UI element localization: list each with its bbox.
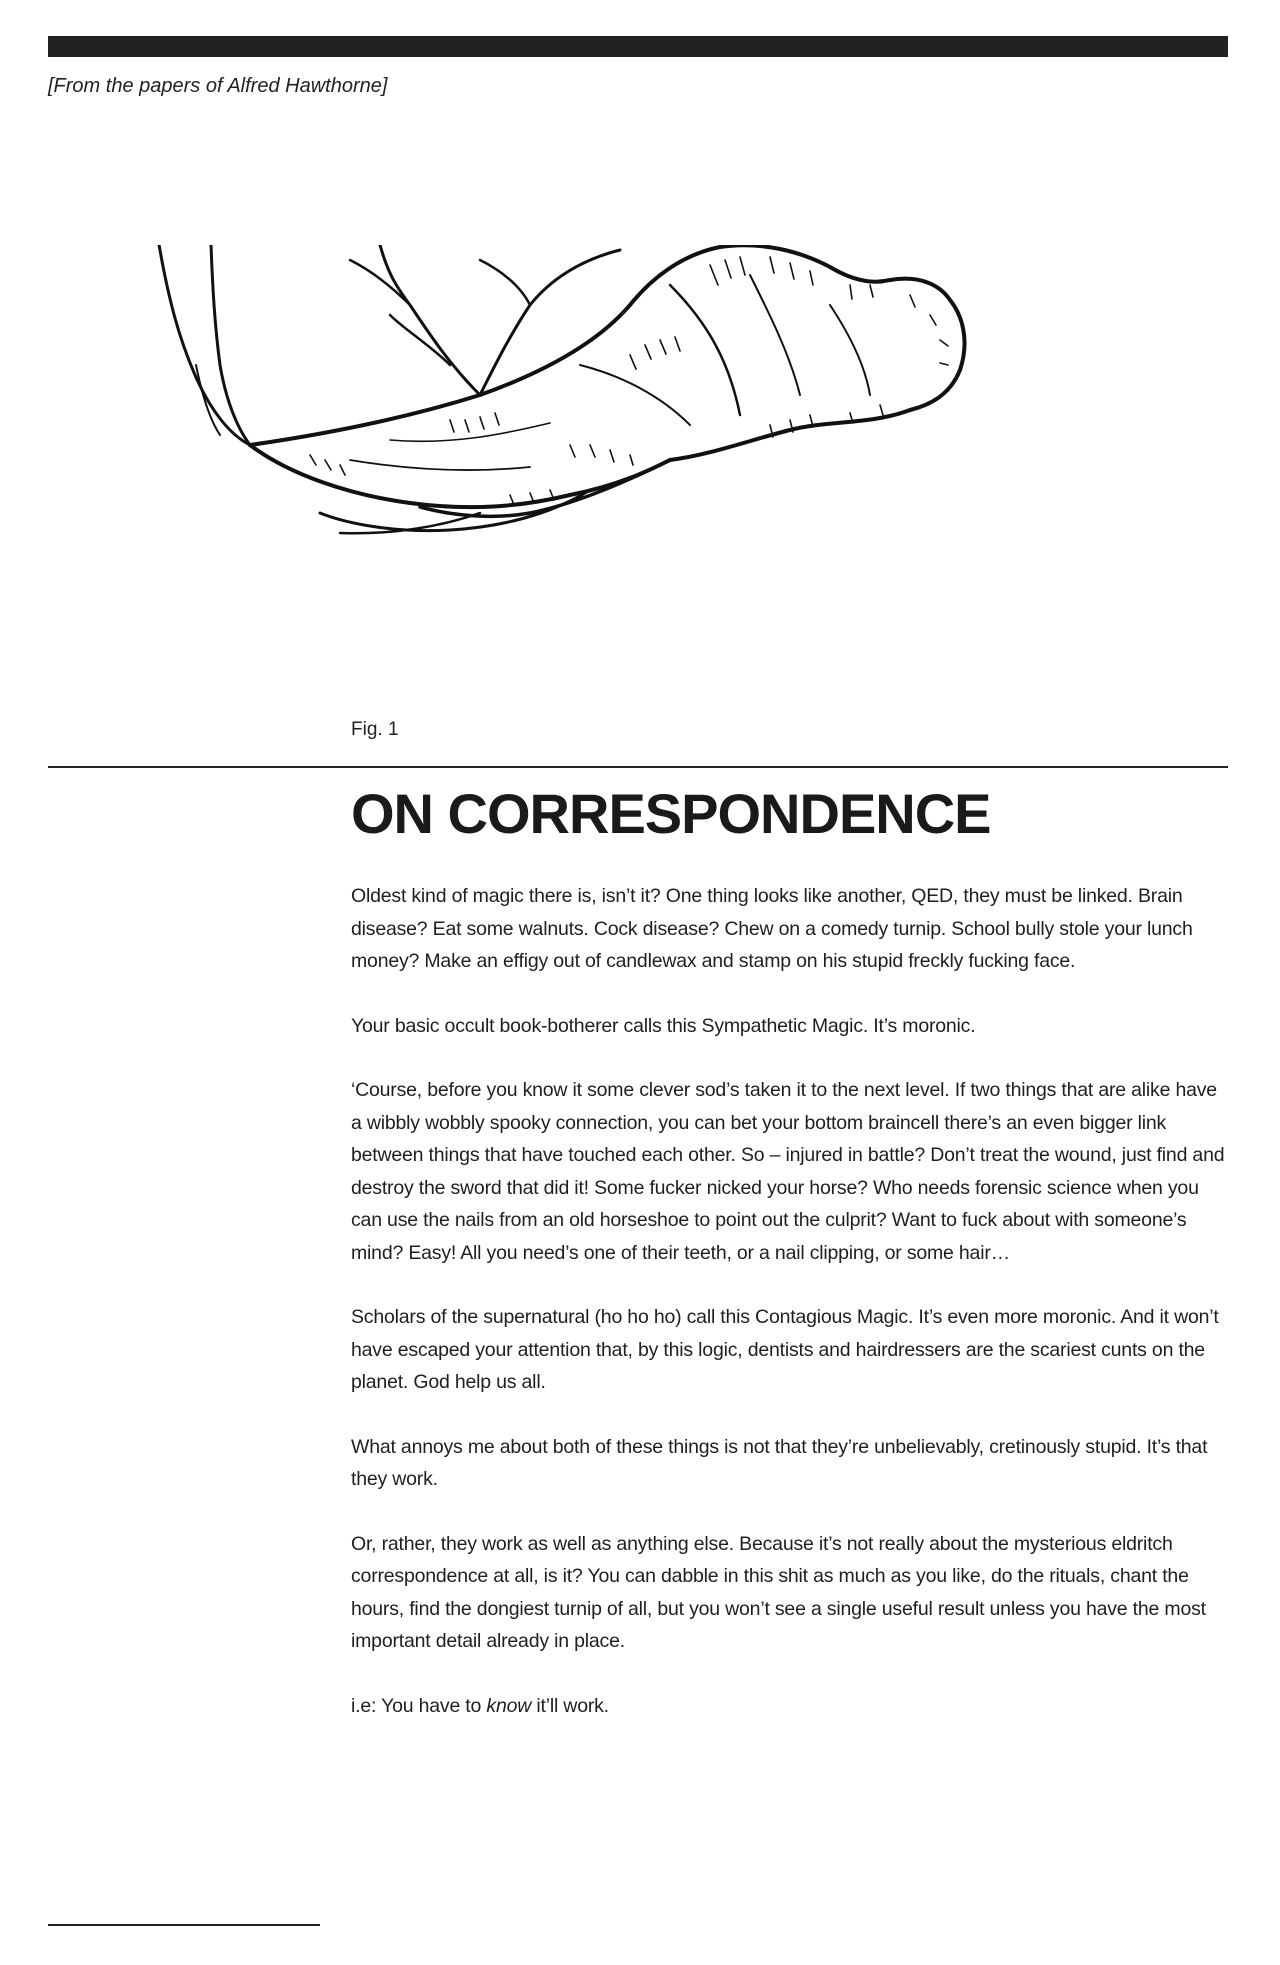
paragraph: Your basic occult book-botherer calls this Sympathetic Magic. It’s moronic. xyxy=(351,1014,976,1037)
article xyxy=(351,778,1231,1754)
final-line-end: it’ll work. xyxy=(531,1694,609,1717)
paragraph: What annoys me about both of these things is not that they’re unbelievably, cretinously stupid. It’s that they work. xyxy=(351,1435,1208,1490)
paragraph: ‘Course, before you know it some clever sod’s taken it to the next level. If two things that are alike have a wibbly wobbly spooky connection, you can bet your bottom braincell there’s an even bigger link between things that have touched each other. So – injured in battle? Don’t treat the wound, just find and destroy the sword that did it! Some fucker nicked your horse? Who needs forensic science when you can use the nails from an old horseshoe to point out the culprit? Want to fuck about with someone’s mind? Easy! All you need’s one of their teeth, or a nail clipping, or some hair… xyxy=(351,1079,1225,1264)
top-rule-bar xyxy=(48,36,1228,57)
paragraph: Scholars of the supernatural (ho ho ho) call this Contagious Magic. It’s even more moronic. And it won’t have escaped your attention that, by this logic, dentists and hairdressers are the scariest cunts on the planet. God help us all. xyxy=(351,1306,1219,1393)
article-title: ON CORRESPONDENCE xyxy=(351,782,991,845)
emphasized-word: know xyxy=(486,1694,532,1717)
turnip-root-illustration xyxy=(150,245,1120,675)
source-note: [From the papers of Alfred Hawthorne] xyxy=(48,75,388,97)
final-line-start: i.e: You have to xyxy=(351,1694,487,1717)
section-divider xyxy=(48,766,1228,768)
article-body xyxy=(351,880,1231,1722)
final-paragraph xyxy=(351,1690,1231,1723)
paragraph: Or, rather, they work as well as anything else. Because it’s not really about the mysterious eldritch correspondence at all, is it? You can dabble in this shit as much as you like, do the rituals, chant the hours, find the dongiest turnip of all, but you won’t see a single useful result unless you have the most important detail already in place. xyxy=(351,1532,1206,1652)
figure-caption: Fig. 1 xyxy=(351,719,399,740)
footnote-rule xyxy=(48,1924,320,1926)
paragraph: Oldest kind of magic there is, isn’t it? One thing looks like another, QED, they must be linked. Brain disease? Eat some walnuts. Cock disease? Chew on a comedy turnip. School bully stole your lunch money? Make an effigy out of candlewax and stamp on his stupid freckly fucking face. xyxy=(351,885,1193,972)
